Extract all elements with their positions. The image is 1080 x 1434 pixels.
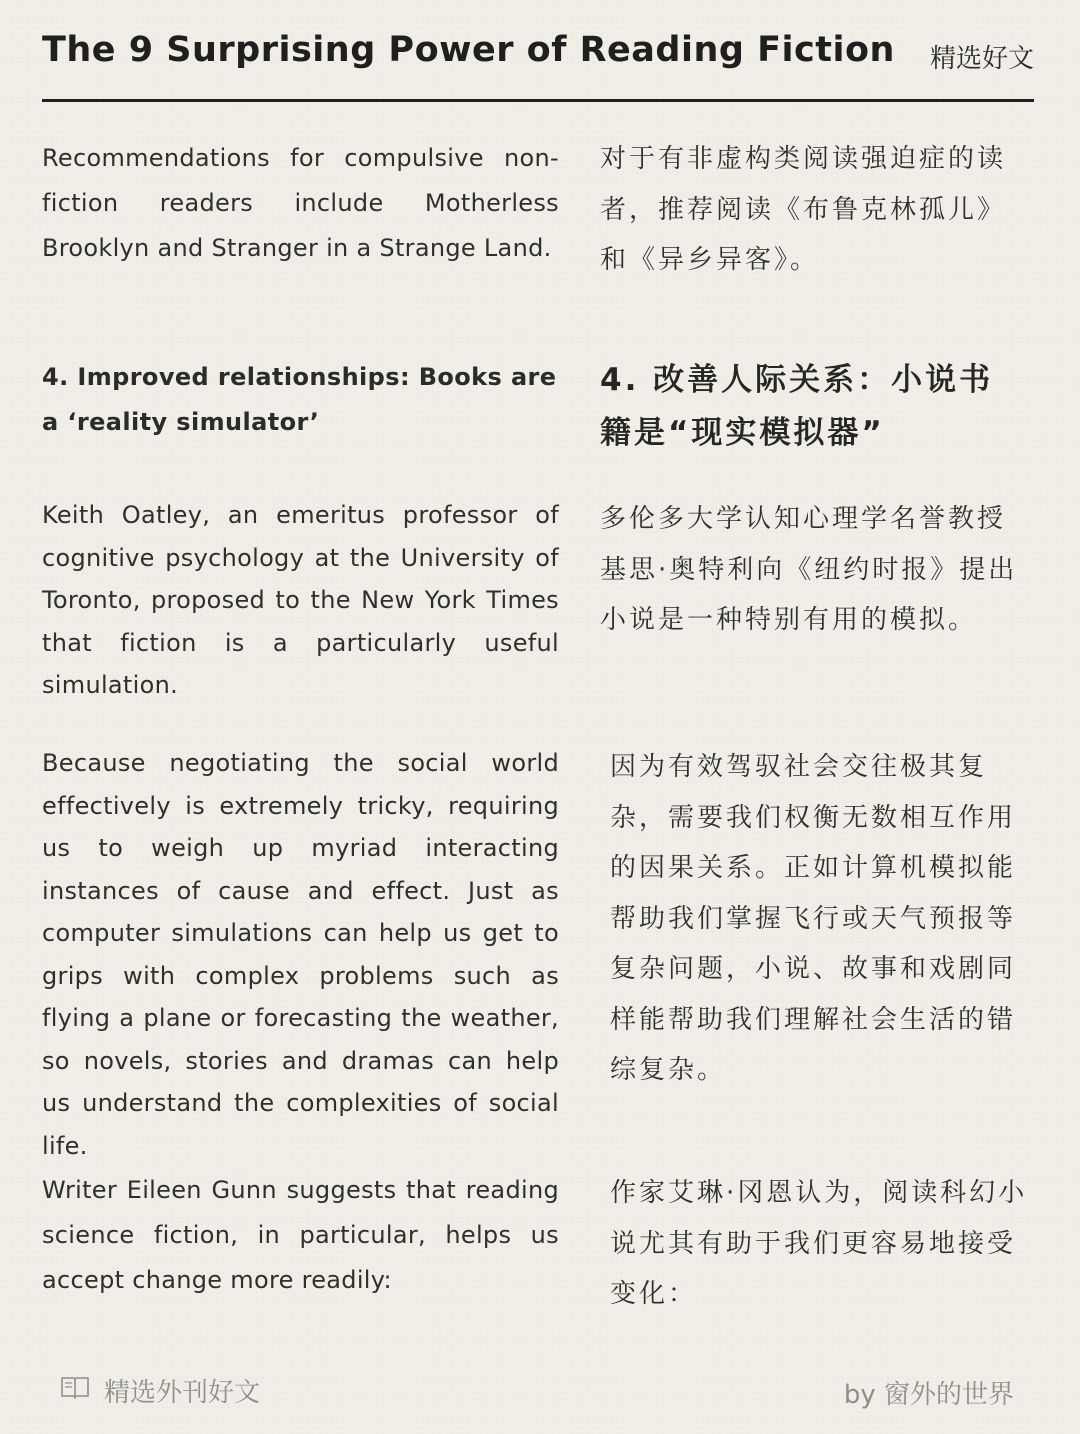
paragraph-en-oatley: Keith Oatley, an emeritus professor of cognitive psychology at the University of Toronto, proposed to the New York Times that fiction is a particularly useful simulation. bbox=[42, 501, 559, 699]
paragraph-en-recommendations: Recommendations for compulsive non-fiction readers include Motherless Brooklyn and Stranger in a Strange Land. bbox=[42, 144, 559, 262]
footer-source-label: 精选外刊好文 bbox=[104, 1378, 261, 1408]
page-title: The 9 Surprising Power of Reading Fiction bbox=[42, 30, 895, 70]
book-icon bbox=[60, 1374, 104, 1407]
paragraph-en-gunn: Writer Eileen Gunn suggests that reading science fiction, in particular, helps us accept change more readily: bbox=[42, 1176, 559, 1294]
paragraph-zh-recommendations: 对于有非虚构类阅读强迫症的读者，推荐阅读《布鲁克林孤儿》和《异乡异客》。 bbox=[600, 144, 1007, 275]
paragraph-zh-oatley: 多伦多大学认知心理学名誉教授基思·奥特利向《纽约时报》提出小说是一种特别有用的模拟。 bbox=[600, 504, 1018, 635]
title-divider bbox=[42, 99, 1034, 102]
page-tag: 精选好文 bbox=[929, 44, 1034, 74]
footer-source bbox=[60, 1372, 260, 1409]
paragraph-zh-social: 因为有效驾驭社会交往极其复杂，需要我们权衡无数相互作用的因果关系。正如计算机模拟能帮助我们掌握飞行或天气预报等复杂问题，小说、故事和戏剧同样能帮助我们理解社会生活的错综复杂。 bbox=[610, 752, 1017, 1085]
section-heading-zh: 4. 改善人际关系：小说书籍是“现实模拟器” bbox=[600, 362, 994, 451]
footer-author: by 窗外的世界 bbox=[843, 1380, 1014, 1410]
paragraph-zh-gunn: 作家艾琳·冈恩认为，阅读科幻小说尤其有助于我们更容易地接受变化： bbox=[610, 1178, 1028, 1309]
paragraph-en-social: Because negotiating the social world effectively is extremely tricky, requiring us to weigh up myriad interacting instances of cause and effect. Just as computer simulations can help us get to grips with complex problems such as flying a plane or forecasting the weather, so novels, stories and dramas can help us understand the complexities of social life. bbox=[42, 749, 559, 1160]
section-heading-en: 4. Improved relationships: Books are a ‘reality simulator’ bbox=[42, 363, 557, 436]
